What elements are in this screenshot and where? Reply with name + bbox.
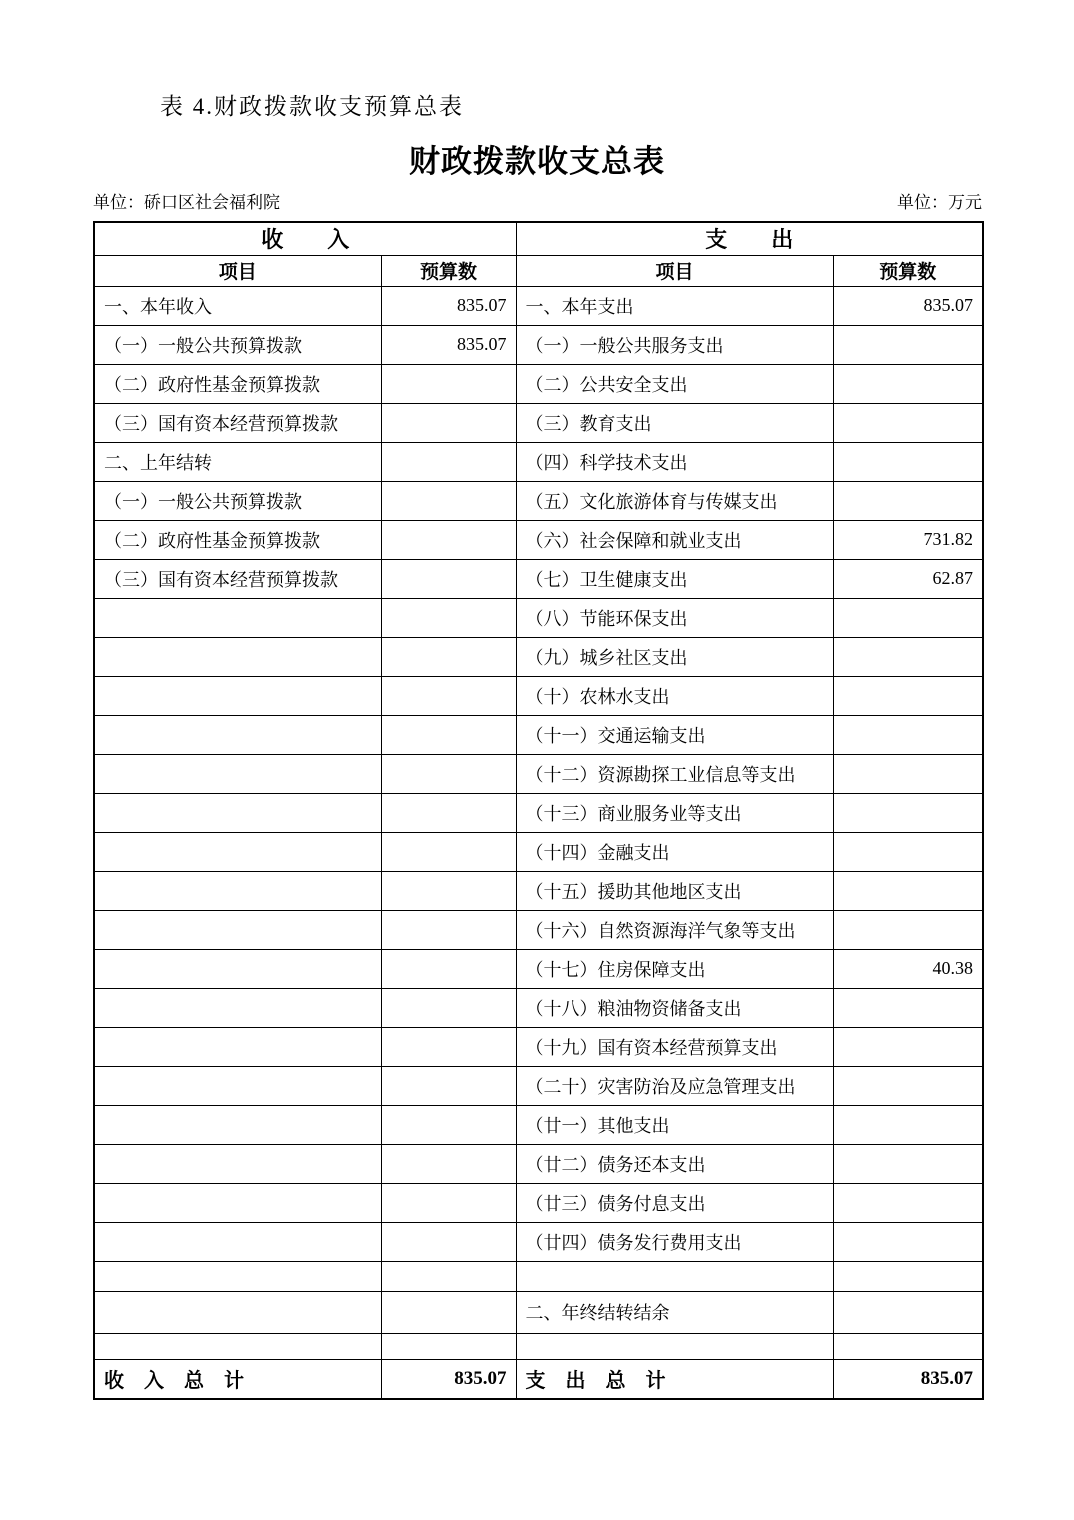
income-value-cell (381, 481, 516, 520)
income-value-cell (381, 1291, 516, 1333)
expense-value-cell (833, 754, 983, 793)
income-value-cell (381, 1183, 516, 1222)
expense-value-cell (833, 1027, 983, 1066)
expense-item-cell: （廿一）其他支出 (516, 1105, 833, 1144)
expense-item-cell: （十九）国有资本经营预算支出 (516, 1027, 833, 1066)
table-row (94, 832, 983, 871)
table-row (94, 364, 983, 403)
income-value-cell (381, 988, 516, 1027)
expense-budget-column-header: 预算数 (833, 255, 983, 286)
income-item-cell (94, 637, 381, 676)
expense-value-cell: 835.07 (833, 286, 983, 325)
income-item-cell (94, 715, 381, 754)
table-row (94, 1144, 983, 1183)
income-value-cell (381, 364, 516, 403)
income-item-cell (94, 1222, 381, 1261)
expense-item-cell: （十八）粮油物资储备支出 (516, 988, 833, 1027)
table-row (94, 637, 983, 676)
income-total-label: 收 入 总 计 (94, 1359, 381, 1399)
income-value-cell (381, 1222, 516, 1261)
income-item-cell: （二）政府性基金预算拨款 (94, 364, 381, 403)
table-row (94, 325, 983, 364)
expense-value-cell (833, 910, 983, 949)
expense-item-cell: （六）社会保障和就业支出 (516, 520, 833, 559)
table-row (94, 949, 983, 988)
income-value-cell (381, 715, 516, 754)
expense-item-cell: （二）公共安全支出 (516, 364, 833, 403)
expense-value-cell (833, 871, 983, 910)
income-budget-column-header: 预算数 (381, 255, 516, 286)
expense-value-cell (833, 832, 983, 871)
expense-section-header: 支 出 (516, 222, 983, 255)
income-item-cell (94, 1027, 381, 1066)
income-item-cell (94, 832, 381, 871)
expense-value-cell (833, 715, 983, 754)
expense-item-cell: （十三）商业服务业等支出 (516, 793, 833, 832)
table-row (94, 1066, 983, 1105)
income-item-cell (94, 598, 381, 637)
expense-value-cell (833, 637, 983, 676)
table-row (94, 871, 983, 910)
expense-item-cell: （廿三）债务付息支出 (516, 1183, 833, 1222)
expense-value-cell: 731.82 (833, 520, 983, 559)
expense-item-cell: 二、年终结转结余 (516, 1291, 833, 1333)
income-item-cell (94, 1291, 381, 1333)
expense-item-cell: （十四）金融支出 (516, 832, 833, 871)
income-item-cell: （三）国有资本经营预算拨款 (94, 559, 381, 598)
table-row (94, 988, 983, 1027)
column-header-row (94, 255, 983, 286)
income-value-cell (381, 520, 516, 559)
expense-value-cell (833, 1183, 983, 1222)
income-item-cell: （二）政府性基金预算拨款 (94, 520, 381, 559)
income-item-cell (94, 1066, 381, 1105)
expense-item-cell: （一）一般公共服务支出 (516, 325, 833, 364)
income-item-cell: （一）一般公共预算拨款 (94, 481, 381, 520)
expense-item-cell: （十二）资源勘探工业信息等支出 (516, 754, 833, 793)
income-item-cell: （三）国有资本经营预算拨款 (94, 403, 381, 442)
income-value-cell (381, 754, 516, 793)
expense-item-cell: （四）科学技术支出 (516, 442, 833, 481)
expense-item-cell: （八）节能环保支出 (516, 598, 833, 637)
expense-value-cell: 62.87 (833, 559, 983, 598)
table-row (94, 598, 983, 637)
income-value-cell (381, 1066, 516, 1105)
income-item-cell (94, 1144, 381, 1183)
income-item-cell: 二、上年结转 (94, 442, 381, 481)
income-value-cell (381, 1144, 516, 1183)
table-row (94, 754, 983, 793)
income-item-cell (94, 676, 381, 715)
income-value-cell: 835.07 (381, 325, 516, 364)
table-row (94, 442, 983, 481)
income-value-cell (381, 832, 516, 871)
expense-item-column-header: 项目 (516, 255, 833, 286)
expense-value-cell: 40.38 (833, 949, 983, 988)
expense-item-cell: （十五）援助其他地区支出 (516, 871, 833, 910)
income-item-cell (94, 1105, 381, 1144)
expense-total-label: 支 出 总 计 (516, 1359, 833, 1399)
income-value-cell (381, 559, 516, 598)
total-row (94, 1359, 983, 1399)
table-row (94, 1183, 983, 1222)
expense-item-cell: （十七）住房保障支出 (516, 949, 833, 988)
expense-item-cell: （廿二）债务还本支出 (516, 1144, 833, 1183)
income-value-cell (381, 1105, 516, 1144)
income-item-cell (94, 754, 381, 793)
table-row (94, 481, 983, 520)
table-row (94, 286, 983, 325)
expense-value-cell (833, 598, 983, 637)
table-row (94, 1222, 983, 1261)
expense-value-cell (833, 988, 983, 1027)
unit-currency: 单位：万元 (897, 193, 982, 212)
expense-item-cell: （十一）交通运输支出 (516, 715, 833, 754)
expense-value-cell (833, 676, 983, 715)
income-value-cell (381, 793, 516, 832)
income-value-cell (381, 403, 516, 442)
expense-value-cell (833, 403, 983, 442)
income-value-cell (381, 676, 516, 715)
expense-value-cell (833, 1144, 983, 1183)
income-item-cell (94, 1183, 381, 1222)
income-value-cell (381, 598, 516, 637)
budget-table (93, 221, 984, 1400)
expense-item-cell: （九）城乡社区支出 (516, 637, 833, 676)
table-row (94, 910, 983, 949)
expense-value-cell (833, 481, 983, 520)
expense-item-cell: （廿四）债务发行费用支出 (516, 1222, 833, 1261)
expense-value-cell (833, 442, 983, 481)
income-item-cell: （一）一般公共预算拨款 (94, 325, 381, 364)
table-row (94, 1027, 983, 1066)
table-row (94, 715, 983, 754)
income-item-cell (94, 793, 381, 832)
income-value-cell (381, 442, 516, 481)
expense-value-cell (833, 793, 983, 832)
table-row (94, 1333, 983, 1359)
income-value-cell (381, 949, 516, 988)
expense-value-cell (833, 1105, 983, 1144)
expense-item-cell: 一、本年支出 (516, 286, 833, 325)
income-item-cell (94, 988, 381, 1027)
table-row (94, 520, 983, 559)
income-value-cell (381, 1261, 516, 1291)
table-row (94, 559, 983, 598)
expense-item-cell: （十）农林水支出 (516, 676, 833, 715)
expense-item-cell: （二十）灾害防治及应急管理支出 (516, 1066, 833, 1105)
table-row (94, 1291, 983, 1333)
page-title: 财政拨款收支总表 (409, 144, 665, 179)
income-section-header: 收 入 (94, 222, 516, 255)
income-item-cell (94, 871, 381, 910)
table-row (94, 403, 983, 442)
income-value-cell (381, 637, 516, 676)
income-item-cell (94, 1261, 381, 1291)
expense-total-value: 835.07 (833, 1359, 983, 1399)
unit-row (93, 188, 982, 213)
income-item-cell (94, 910, 381, 949)
table-row (94, 1261, 983, 1291)
income-value-cell (381, 1027, 516, 1066)
expense-value-cell (833, 1222, 983, 1261)
expense-value-cell (833, 1261, 983, 1291)
income-item-column-header: 项目 (94, 255, 381, 286)
expense-item-cell (516, 1333, 833, 1359)
income-item-cell (94, 1333, 381, 1359)
expense-value-cell (833, 325, 983, 364)
table-row (94, 676, 983, 715)
income-item-cell (94, 949, 381, 988)
expense-value-cell (833, 364, 983, 403)
income-value-cell (381, 1333, 516, 1359)
unit-organization: 单位：硚口区社会福利院 (93, 193, 280, 212)
expense-item-cell (516, 1261, 833, 1291)
expense-value-cell (833, 1066, 983, 1105)
doc-label: 表 4.财政拨款收支预算总表 (160, 94, 464, 119)
table-row (94, 793, 983, 832)
income-value-cell (381, 871, 516, 910)
table-row (94, 1105, 983, 1144)
expense-value-cell (833, 1333, 983, 1359)
expense-value-cell (833, 1291, 983, 1333)
expense-item-cell: （三）教育支出 (516, 403, 833, 442)
income-value-cell: 835.07 (381, 286, 516, 325)
section-header-row (94, 222, 983, 255)
income-total-value: 835.07 (381, 1359, 516, 1399)
expense-item-cell: （五）文化旅游体育与传媒支出 (516, 481, 833, 520)
expense-item-cell: （七）卫生健康支出 (516, 559, 833, 598)
expense-item-cell: （十六）自然资源海洋气象等支出 (516, 910, 833, 949)
income-value-cell (381, 910, 516, 949)
income-item-cell: 一、本年收入 (94, 286, 381, 325)
